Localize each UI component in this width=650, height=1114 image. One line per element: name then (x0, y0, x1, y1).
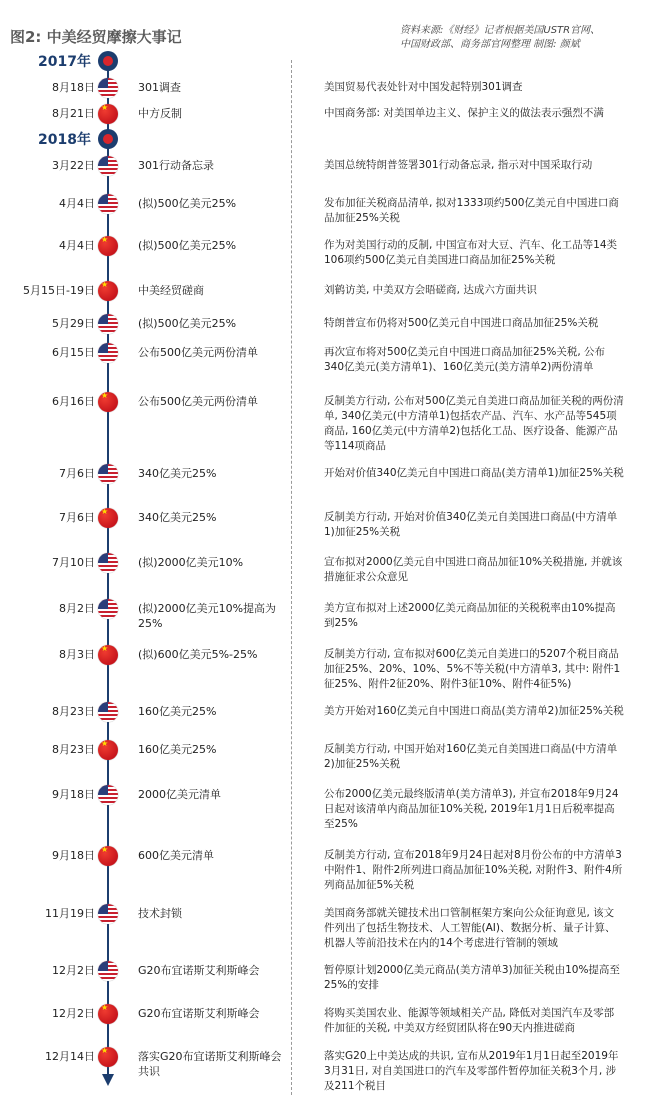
event-title: (拟)500亿美元25% (138, 197, 237, 210)
timeline-arrow-icon (102, 1074, 114, 1086)
china-flag-icon (98, 104, 118, 124)
event-description: 美国贸易代表处针对中国发起特别301调查 (324, 81, 523, 93)
china-flag-icon (98, 1004, 118, 1024)
event-title: 公布500亿美元两份清单 (138, 395, 258, 408)
event-description: 再次宣布将对500亿美元自中国进口商品加征25%关税, 公布340亿美元(美方清单1)、160亿美元(美方清单2)两份清单 (324, 346, 606, 373)
event-date: 8月18日 (52, 81, 95, 94)
event-title: 301调查 (138, 81, 181, 94)
event-description: 反制美方行动, 公布对500亿美元自美进口商品加征关税的两份清单, 340亿美元(中方清单1)包括农产品、汽车、水产品等545项商品, 160亿美元(中方清单2)包括化工品、医疗设备、能源产品等114项商品 (324, 395, 624, 452)
event-date: 9月18日 (52, 788, 95, 801)
china-flag-icon (98, 645, 118, 665)
event-title: 160亿美元25% (138, 705, 217, 718)
event-description: 开始对价值340亿美元自中国进口商品(美方清单1)加征25%关税 (324, 467, 624, 479)
event-title: (拟)500亿美元25% (138, 317, 237, 330)
event-description: 作为对美国行动的反制, 中国宣布对大豆、汽车、化工品等14类106项约500亿美元自美国进口商品加征25%关税 (324, 239, 618, 266)
event-description: 反制美方行动, 中国开始对160亿美元自美国进口商品(中方清单2)加征25%关税 (324, 743, 618, 770)
event-title: G20布宜诺斯艾利斯峰会 (138, 964, 260, 977)
us-flag-icon (98, 599, 118, 619)
event-description: 美方宣布拟对上述2000亿美元商品加征的关税税率由10%提高到25% (324, 602, 616, 629)
event-description: 中国商务部: 对美国单边主义、保护主义的做法表示强烈不满 (324, 107, 604, 119)
figure-title: 图2: 中美经贸摩擦大事记 (10, 28, 182, 46)
event-title: (拟)2000亿美元10%提高为25% (138, 602, 277, 630)
event-date: 7月6日 (59, 467, 95, 480)
event-description: 美国商务部就关键技术出口管制框架方案向公众征询意见, 该文件列出了包括生物技术、人工智能(AI)、数据分析、量子计算、机器人等前沿技术在内的14个考虑进行管制的领域 (324, 907, 616, 949)
us-flag-icon (98, 343, 118, 363)
event-title: 2000亿美元清单 (138, 788, 221, 801)
event-description: 反制美方行动, 开始对价值340亿美元自美国进口商品(中方清单1)加征25%关税 (324, 511, 618, 538)
event-date: 6月15日 (52, 346, 95, 359)
china-flag-icon (98, 740, 118, 760)
us-flag-icon (98, 702, 118, 722)
event-date: 8月23日 (52, 705, 95, 718)
event-description: 暂停原计划2000亿美元商品(美方清单3)加征关税由10%提高至25%的安排 (324, 964, 620, 991)
us-flag-icon (98, 553, 118, 573)
event-date: 5月29日 (52, 317, 95, 330)
us-flag-icon (98, 464, 118, 484)
event-title: 340亿美元25% (138, 467, 217, 480)
event-title: G20布宜诺斯艾利斯峰会 (138, 1007, 260, 1020)
year-marker-icon (98, 129, 118, 149)
china-flag-icon (98, 281, 118, 301)
event-date: 4月4日 (59, 197, 95, 210)
event-description: 美国总统特朗普签署301行动备忘录, 指示对中国采取行动 (324, 159, 593, 171)
event-title: 340亿美元25% (138, 511, 217, 524)
year-label-2017: 2017年 (38, 54, 91, 70)
event-date: 6月16日 (52, 395, 95, 408)
us-flag-icon (98, 78, 118, 98)
event-title: (拟)600亿美元5%-25% (138, 648, 258, 661)
event-date: 7月6日 (59, 511, 95, 524)
event-date: 12月2日 (52, 1007, 95, 1020)
event-description: 宣布拟对2000亿美元自中国进口商品加征10%关税措施, 并就该措施征求公众意见 (324, 556, 623, 583)
china-flag-icon (98, 236, 118, 256)
event-title: (拟)2000亿美元10% (138, 556, 244, 569)
event-description: 将购买美国农业、能源等领域相关产品, 降低对美国汽车及零部件加征的关税, 中美双方经贸团队将在90天内推进磋商 (324, 1007, 615, 1034)
us-flag-icon (98, 961, 118, 981)
us-flag-icon (98, 904, 118, 924)
us-flag-icon (98, 194, 118, 214)
event-description: 反制美方行动, 宣布2018年9月24日起对8月份公布的中方清单3中附件1、附件2所列进口商品加征10%关税, 对附件3、附件4所列商品加征5%关税 (324, 849, 623, 891)
event-description: 落实G20上中美达成的共识, 宣布从2019年1月1日起至2019年3月31日, 对自美国进口的汽车及零部件暂停加征关税3个月, 涉及211个税目 (324, 1050, 619, 1092)
event-title: 中方反制 (138, 107, 182, 120)
event-title: (拟)500亿美元25% (138, 239, 237, 252)
event-title: 落实G20布宜诺斯艾利斯峰会共识 (138, 1050, 282, 1078)
event-date: 12月14日 (45, 1050, 95, 1063)
us-flag-icon (98, 785, 118, 805)
event-date: 3月22日 (52, 159, 95, 172)
event-title: 301行动备忘录 (138, 159, 214, 172)
event-description: 刘鹤访美, 中美双方会晤磋商, 达成六方面共识 (324, 284, 537, 296)
event-title: 公布500亿美元两份清单 (138, 346, 258, 359)
event-date: 9月18日 (52, 849, 95, 862)
event-date: 8月21日 (52, 107, 95, 120)
source-line-1: 资料来源:《财经》记者根据美国USTR官网、 (400, 25, 601, 36)
event-date: 8月23日 (52, 743, 95, 756)
event-date: 5月15日-19日 (23, 284, 95, 297)
event-date: 8月3日 (59, 648, 95, 661)
event-date: 7月10日 (52, 556, 95, 569)
china-flag-icon (98, 1047, 118, 1067)
china-flag-icon (98, 846, 118, 866)
event-title: 160亿美元25% (138, 743, 217, 756)
china-flag-icon (98, 508, 118, 528)
source-note (400, 24, 640, 52)
us-flag-icon (98, 156, 118, 176)
event-title: 技术封锁 (138, 907, 182, 920)
event-date: 8月2日 (59, 602, 95, 615)
event-date: 12月2日 (52, 964, 95, 977)
event-date: 11月19日 (45, 907, 95, 920)
event-title: 600亿美元清单 (138, 849, 214, 862)
event-description: 公布2000亿美元最终版清单(美方清单3), 并宣布2018年9月24日起对该清单内商品加征10%关税, 2019年1月1日后税率提高至25% (324, 788, 619, 830)
year-marker-icon (98, 51, 118, 71)
event-description: 美方开始对160亿美元自中国进口商品(美方清单2)加征25%关税 (324, 705, 624, 717)
column-divider (291, 60, 292, 1095)
event-title: 中美经贸磋商 (138, 284, 204, 297)
china-flag-icon (98, 392, 118, 412)
event-description: 特朗普宣布仍将对500亿美元自中国进口商品加征25%关税 (324, 317, 599, 329)
event-description: 发布加征关税商品清单, 拟对1333项约500亿美元自中国进口商品加征25%关税 (324, 197, 619, 224)
us-flag-icon (98, 314, 118, 334)
event-date: 4月4日 (59, 239, 95, 252)
event-description: 反制美方行动, 宣布拟对600亿美元自美进口的5207个税目商品加征25%、20%、10%、5%不等关税(中方清单3, 其中: 附件1征25%、附件2征20%、附件3征10%、附件4征5%) (324, 648, 621, 690)
source-line-2: 中国财政部、商务部官网整理 制图: 颜斌 (400, 39, 580, 50)
year-label-2018: 2018年 (38, 132, 91, 148)
